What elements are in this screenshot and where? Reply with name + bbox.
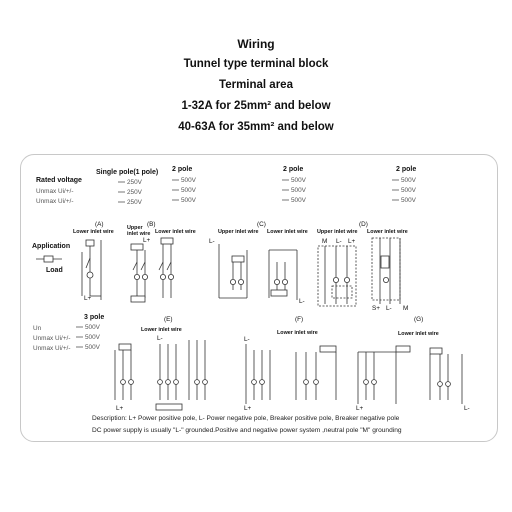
diagram-a-tag: (A)	[95, 221, 104, 228]
two-pole-b-value-2: 500V	[282, 187, 306, 194]
diagram-d-wire-lower: Lower inlet wire	[367, 229, 408, 235]
terminal-l-minus-c2: L-	[299, 298, 305, 305]
two-pole-c-value-2: 500V	[392, 187, 416, 194]
two-pole-c-value-1: 500V	[392, 177, 416, 184]
three-pole-value-1: 500V	[76, 324, 100, 331]
application-label: Application	[32, 243, 71, 250]
diagram-b-wire-upper: Upper inlet wire	[127, 225, 151, 237]
terminal-area-heading: Terminal area	[219, 79, 293, 91]
terminal-l-plus-a: L+	[84, 295, 92, 302]
terminal-l-plus-e: L+	[116, 405, 124, 412]
two-pole-b-value-3: 500V	[282, 197, 306, 204]
load-label: Load	[46, 267, 63, 274]
terminal-l-plus-f: L+	[244, 405, 252, 412]
wiring-panel	[20, 154, 498, 442]
description-line-1: Description: L+ Power positive pole, L- Power negative pole, Breaker positive pole, Breaker negative pole	[92, 415, 400, 422]
two-pole-heading-c: 2 pole	[396, 166, 417, 173]
single-value-1: 250V	[118, 179, 142, 186]
subtitle: Tunnel type terminal block	[183, 58, 329, 70]
diagram-f-wire: Lower inlet wire	[277, 330, 318, 336]
two-pole-c-value-3: 500V	[392, 197, 416, 204]
diagram-g-tag: (G)	[414, 316, 424, 323]
diagram-e-tag: (E)	[164, 316, 173, 323]
diagram-g-wire: Lower inlet wire	[398, 331, 439, 337]
spec-line-2: 40-63A for 35mm² and below	[178, 121, 334, 133]
page-title: Wiring	[237, 37, 275, 51]
terminal-l-minus-g: L-	[464, 405, 470, 412]
diagram-e-wire: Lower inlet wire	[141, 327, 182, 333]
three-pole-unmax-2: Unmax Ui/+/-	[33, 345, 71, 352]
two-pole-heading-a: 2 pole	[172, 166, 193, 173]
diagram-c-wire-lower: Lower inlet wire	[267, 229, 308, 235]
terminal-l-minus-d: L-	[336, 238, 342, 245]
terminal-m-d2: M	[403, 305, 409, 312]
single-pole-heading: Single pole(1 pole)	[96, 169, 159, 176]
terminal-l-minus-e: L-	[157, 335, 163, 342]
terminal-l-minus-f: L-	[244, 336, 250, 343]
diagram-b-tag: (B)	[147, 221, 156, 228]
three-pole-un-label: Un	[33, 325, 42, 332]
unmax-label-2: Unmax Ui/+/-	[36, 198, 74, 205]
two-pole-a-value-2: 500V	[172, 187, 196, 194]
single-value-3: 250V	[118, 199, 142, 206]
three-pole-unmax-1: Unmax Ui/+/-	[33, 335, 71, 342]
diagram-d-wire-upper: Upper inlet wire	[317, 229, 358, 235]
terminal-l-minus-c: L-	[209, 238, 215, 245]
description-line-2: DC power supply is usually "L-" grounded.Positive and negative power system ,neutral pole "M" grounding	[92, 427, 402, 434]
diagram-f-tag: (F)	[295, 316, 304, 323]
diagram-d-tag: (D)	[359, 221, 368, 228]
diagram-b-wire-lower: Lower inlet wire	[155, 229, 196, 235]
spec-line-1: 1-32A for 25mm² and below	[181, 100, 331, 112]
terminal-l-plus-d: L+	[348, 238, 356, 245]
two-pole-a-value-3: 500V	[172, 197, 196, 204]
three-pole-heading: 3 pole	[84, 314, 105, 321]
two-pole-a-value-1: 500V	[172, 177, 196, 184]
terminal-l-minus-d2: L-	[386, 305, 392, 312]
diagram-c-tag: (C)	[257, 221, 266, 228]
diagram-c-wire-upper: Upper inlet wire	[218, 229, 259, 235]
terminal-m-d: M	[322, 238, 328, 245]
two-pole-heading-b: 2 pole	[283, 166, 304, 173]
terminal-l-plus-g: L+	[356, 405, 364, 412]
two-pole-b-value-1: 500V	[282, 177, 306, 184]
diagram-a-wire: Lower inlet wire	[73, 229, 114, 235]
three-pole-value-3: 500V	[76, 344, 100, 351]
unmax-label-1: Unmax Ui/+/-	[36, 188, 74, 195]
rated-voltage-label: Rated voltage	[36, 177, 82, 184]
single-value-2: 250V	[118, 189, 142, 196]
terminal-l-plus-b: L+	[143, 237, 151, 244]
terminal-s-plus-d: S+	[372, 305, 380, 312]
three-pole-value-2: 500V	[76, 334, 100, 341]
